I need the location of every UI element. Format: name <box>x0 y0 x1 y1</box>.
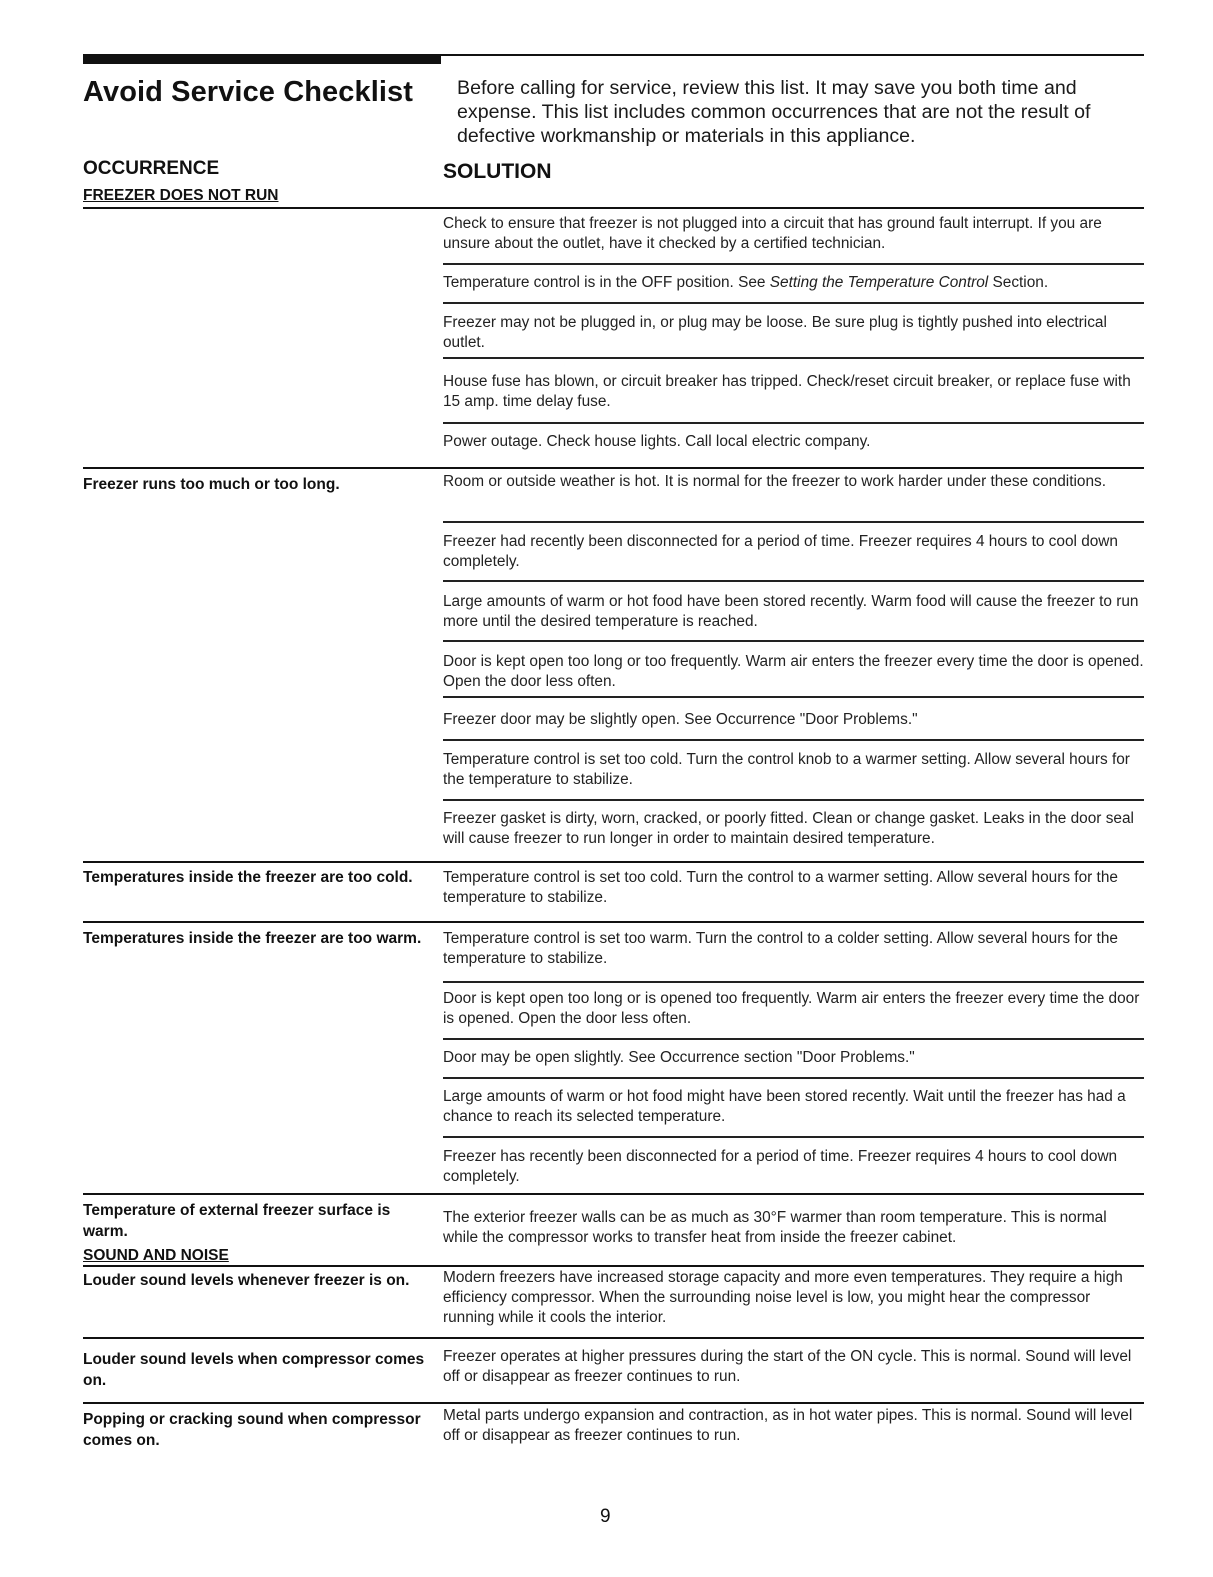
solution-item: The exterior freezer walls can be as much as 30°F warmer than room temperature. This is normal while the compressor works to transfer heat from inside the freezer cabinet. <box>443 1209 1107 1246</box>
divider <box>443 739 1144 741</box>
solution-item: Metal parts undergo expansion and contraction, as in hot water pipes. This is normal. Sound will level off or disappear as freezer continues to run. <box>443 1407 1133 1444</box>
divider <box>443 357 1144 359</box>
solution-item: Large amounts of warm or hot food might have been stored recently. Wait until the freezer has had a chance to reach its selected temperature. <box>443 1088 1126 1125</box>
occurrence-too-warm: Temperatures inside the freezer are too warm. <box>83 930 422 947</box>
solution-item: Temperature control is set too cold. Turn the control to a warmer setting. Allow several hours for the temperature to stabilize. <box>443 869 1118 906</box>
solution-item: Freezer had recently been disconnected for a period of time. Freezer requires 4 hours to cool down completely. <box>443 533 1118 570</box>
solution-text: Temperature control is in the OFF position. See <box>443 274 770 291</box>
solution-item: Door is kept open too long or too frequently. Warm air enters the freezer every time the door is opened. Open the door less often. <box>443 653 1144 690</box>
divider <box>443 422 1144 424</box>
title-bar-thick <box>83 54 441 64</box>
divider <box>443 521 1144 523</box>
intro-paragraph: Before calling for service, review this list. It may save you both time and expense. This list includes common occurrences that are not the result of defective workmanship or materials in this appliance. <box>457 77 1091 147</box>
title-bar-thin <box>441 54 1144 56</box>
divider <box>443 1136 1144 1138</box>
solution-text: Section. <box>988 274 1049 291</box>
freezer-does-not-run-header <box>83 187 278 205</box>
divider-section <box>83 207 1144 209</box>
solution-item: Freezer door may be slightly open. See Occurrence "Door Problems." <box>443 711 918 728</box>
occurrence-external-warm: Temperature of external freezer surface is warm. <box>83 1202 391 1240</box>
solution-header: SOLUTION <box>443 160 552 183</box>
divider <box>443 263 1144 265</box>
occurrence-too-cold: Temperatures inside the freezer are too cold. <box>83 869 413 886</box>
solution-item: Door is kept open too long or is opened too frequently. Warm air enters the freezer every time the door is opened. Open the door less often. <box>443 990 1140 1027</box>
divider-section <box>83 467 1144 469</box>
occurrence-header: OCCURRENCE <box>83 158 220 179</box>
solution-item: Freezer gasket is dirty, worn, cracked, or poorly fitted. Clean or change gasket. Leaks in the door seal will cause freezer to run longer in order to maintain desired temperature. <box>443 810 1134 847</box>
divider-section <box>83 1265 1144 1267</box>
solution-item: Large amounts of warm or hot food have been stored recently. Warm food will cause the freezer to run more until the desired temperature is reached. <box>443 593 1139 630</box>
solution-item: Temperature control is set too cold. Turn the control knob to a warmer setting. Allow several hours for the temperature to stabilize. <box>443 751 1130 788</box>
page-title: Avoid Service Checklist <box>83 76 414 108</box>
divider <box>443 1038 1144 1040</box>
solution-item: Freezer may not be plugged in, or plug may be loose. Be sure plug is tightly pushed into electrical outlet. <box>443 314 1107 351</box>
page-number: 9 <box>600 1506 611 1527</box>
divider <box>443 696 1144 698</box>
solution-item: Freezer operates at higher pressures during the start of the ON cycle. This is normal. Sound will level off or disappear as freezer continues to run. <box>443 1348 1132 1385</box>
solution-item: Room or outside weather is hot. It is normal for the freezer to work harder under these conditions. <box>443 473 1106 490</box>
occurrence-popping: Popping or cracking sound when compressor comes on. <box>83 1411 421 1449</box>
solution-item: Freezer has recently been disconnected for a period of time. Freezer requires 4 hours to cool down completely. <box>443 1148 1118 1185</box>
divider <box>443 580 1144 582</box>
divider <box>443 981 1144 983</box>
occurrence-louder-compressor: Louder sound levels when compressor comes on. <box>83 1351 425 1389</box>
divider-section <box>83 1402 1144 1404</box>
divider-section <box>83 1337 1144 1339</box>
divider <box>443 799 1144 801</box>
divider-section <box>83 921 1144 923</box>
sound-and-noise-header: SOUND AND NOISE <box>83 1247 229 1264</box>
freezer-does-not-run-label: FREEZER DOES NOT RUN <box>83 187 279 204</box>
divider-section <box>83 861 1144 863</box>
occurrence-runs-too-much: Freezer runs too much or too long. <box>83 476 340 493</box>
divider <box>443 640 1144 642</box>
setting-temperature-control-reference: Setting the Temperature Control <box>769 274 989 291</box>
divider <box>443 302 1144 304</box>
solution-item: Check to ensure that freezer is not plugged into a circuit that has ground fault interrupt. If you are unsure about the outlet, have it checked by a certified technician. <box>443 215 1102 252</box>
divider <box>443 1077 1144 1079</box>
solution-item: House fuse has blown, or circuit breaker has tripped. Check/reset circuit breaker, or replace fuse with 15 amp. time delay fuse. <box>443 373 1131 410</box>
solution-item: Power outage. Check house lights. Call local electric company. <box>443 433 871 450</box>
solution-item: Modern freezers have increased storage capacity and more even temperatures. They require a high efficiency compressor. When the surrounding noise level is low, you might hear the compressor running while it cools the interior. <box>443 1269 1123 1326</box>
divider-section <box>83 1193 1144 1195</box>
solution-item <box>443 273 1145 293</box>
occurrence-louder-on: Louder sound levels whenever freezer is on. <box>83 1272 410 1289</box>
solution-item: Temperature control is set too warm. Turn the control to a colder setting. Allow several hours for the temperature to stabilize. <box>443 930 1118 967</box>
solution-item: Door may be open slightly. See Occurrence section "Door Problems." <box>443 1049 915 1066</box>
